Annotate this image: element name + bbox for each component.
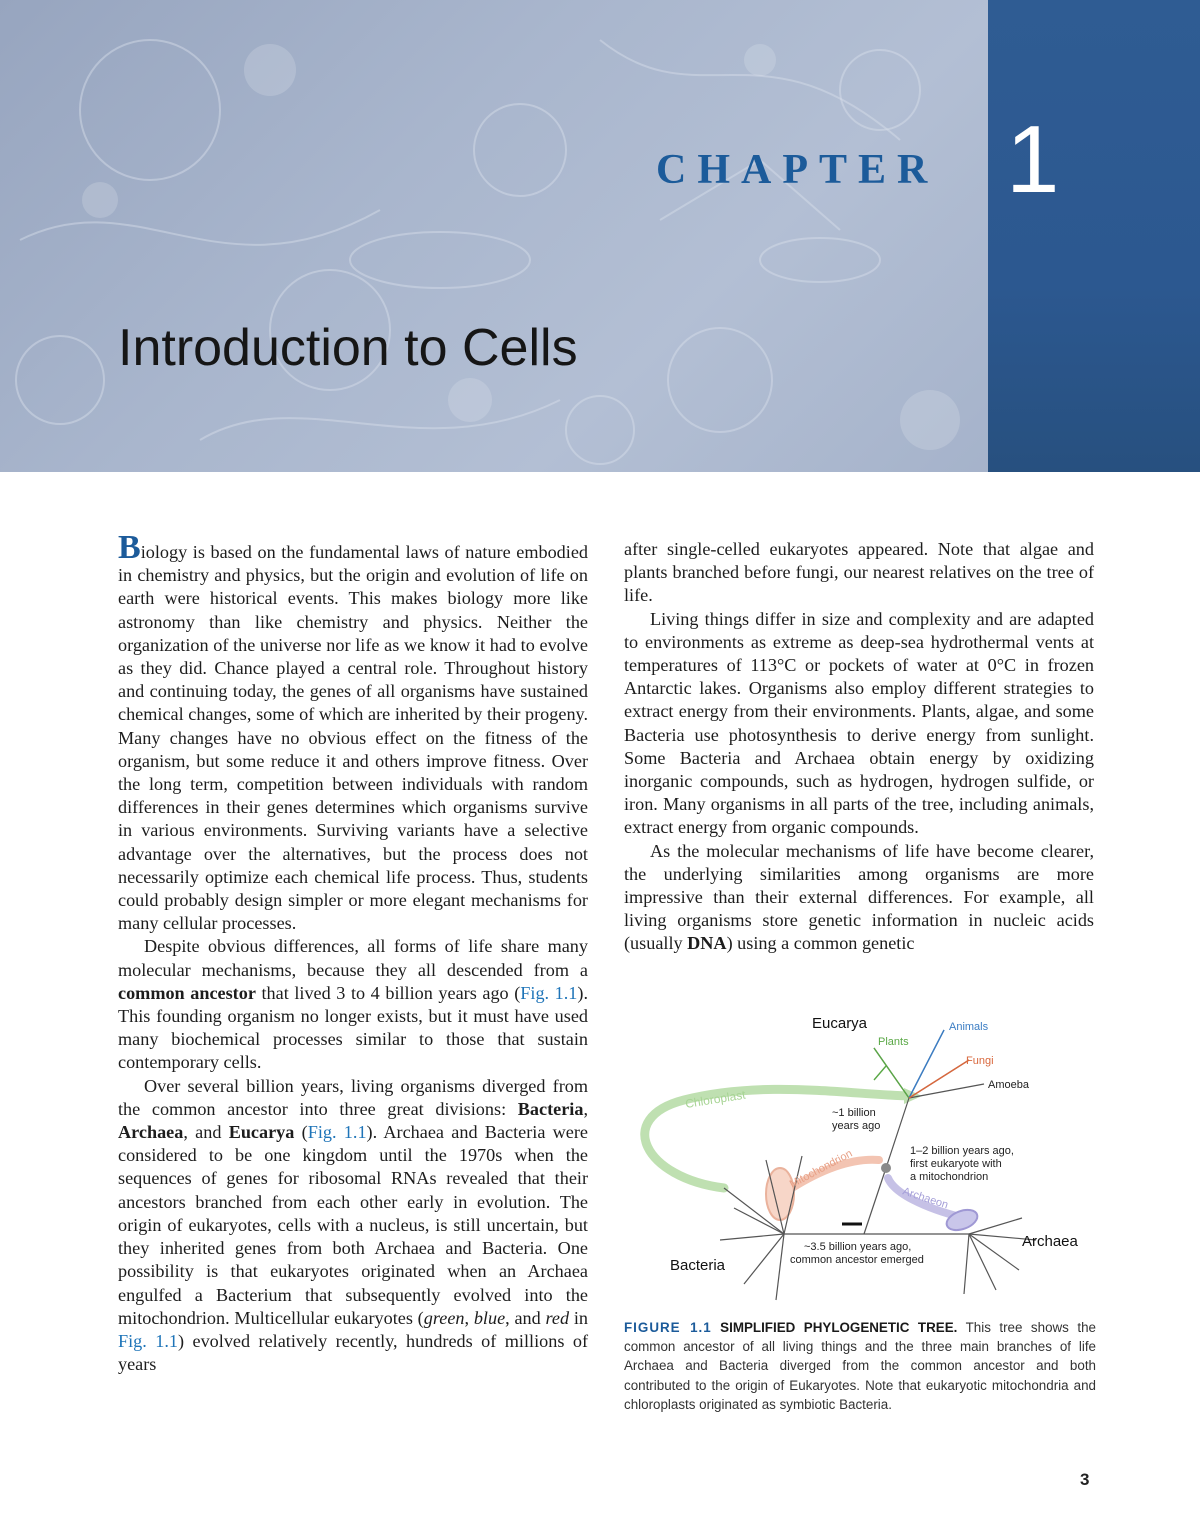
figure-caption-title: SIMPLIFIED PHYLOGENETIC TREE. xyxy=(720,1320,958,1335)
figure-caption-text: This tree shows the common ancestor of all living things and the three main branches of life Archaea and Bacteria diverged from the common ancestor and both contributed to the origin of Eukaryotes. Note that eukaryotic mitochondria and chloroplasts originated as symbiotic Bacteria. xyxy=(624,1320,1096,1412)
label-eucarya: Eucarya xyxy=(812,1015,868,1032)
animals-branch xyxy=(909,1030,944,1098)
label-animals: Animals xyxy=(949,1021,989,1033)
right-column xyxy=(624,538,1094,956)
label-first-eukaryote-line1: 1–2 billion years ago, xyxy=(910,1145,1014,1157)
chapter-number: 1 xyxy=(1006,106,1060,213)
chapter-title: Introduction to Cells xyxy=(118,319,578,377)
label-archaea: Archaea xyxy=(1022,1233,1078,1250)
label-one-billion-line1: ~1 billion xyxy=(832,1107,876,1119)
figure-reference-link[interactable]: Fig. 1.1 xyxy=(520,982,578,1003)
paragraph-similarities: As the molecular mechanisms of life have become clearer, the underlying similarities among organisms are more impressive than their external differences. For example, all living organisms store genetic information in nucleic acids (usually DNA) using a common genetic xyxy=(624,840,1094,954)
label-amoeba: Amoeba xyxy=(988,1079,1029,1091)
paragraph-three-divisions: Over several billion years, living organisms diverged from the common ancestor into three great divisions: Bacteria, Archaea, and Eucarya (Fig. 1.1). Archaea and Bacteria were considered to be one kingdom until the 1970s when the sequences of genes for ribosomal RNAs revealed that their ancestors branched from each other early in evolution. The origin of eukaryotes, cells with a nucleus, is still uncertain, but they inherited genes from both Archaea and Bacteria. One possibility is that eukaryotes originated when an Archaea engulfed a Bacterium that subsequently evolved into the mitochondrion. Multicellular eukaryotes (green, blue, and red in Fig. 1.1) evolved relatively recently, hundreds of millions of years xyxy=(118,1075,589,1375)
chapter-label: CHAPTER xyxy=(656,147,939,193)
label-fungi: Fungi xyxy=(966,1055,994,1067)
phylogenetic-tree-diagram xyxy=(624,1008,1094,1308)
label-mitochondrion: Mitochondrion xyxy=(787,1147,855,1191)
paragraph-common-ancestor: Despite obvious differences, all forms of life share many molecular mechanisms, because they all descended from a common ancestor that lived 3 to 4 billion years ago (Fig. 1.1). This founding organism no longer exists, but it must have used many biochemical processes similar to those that sustain contemporary cells. xyxy=(118,936,589,1073)
paragraph-diversity: Living things differ in size and complexity and are adapted to environments as extreme as deep-sea hydrothermal vents at temperatures of 113°C or pockets of water at 0°C in frozen Antarctic lakes. Organisms also employ different strategies to extract energy from their environments. Plants, algae, and some Bacteria use photosynthesis to derive energy from sunlight. Some Bacteria and Archaea obtain energy by oxidizing inorganic compounds, such as hydrogen, hydrogen sulfide, or iron. Many organisms in all parts of the tree, including animals, extract energy from organic compounds. xyxy=(624,608,1094,838)
label-one-billion-line2: years ago xyxy=(832,1120,881,1132)
label-chloroplast: Chloroplast xyxy=(684,1087,747,1111)
figure-reference-link[interactable]: Fig. 1.1 xyxy=(118,1330,178,1351)
page-number: 3 xyxy=(1080,1470,1090,1489)
paragraph-intro: Biology is based on the fundamental laws of nature embodied in chemistry and physics, but the origin and evolution of life on earth were historical events. This makes biology more like astronomy than like chemistry and physics. Neither the organization of the universe nor life as we know it had to evolve as they did. Chance played a central role. Throughout history and continuing today, the genes of all organisms have sustained chemical changes, some of which are inherited by their progeny. Many changes have no obvious effect on the fitness of the organism, but some reduce it and others improve fitness. Over the long term, competition between individuals with random differences in their genes determines which organisms survive in various environments. Surviving variants have a selective advantage over the alternatives, but the process does not necessarily optimize each chemical life process. Thus, students could probably design simpler or more elegant mechanisms for many cellular processes. xyxy=(118,529,588,934)
label-first-eukaryote-line2: first eukaryote with xyxy=(910,1158,1002,1170)
drop-cap: B xyxy=(118,529,141,566)
phylogenetic-tree-figure xyxy=(624,1008,1094,1308)
left-column xyxy=(118,529,589,1376)
figure-caption xyxy=(624,1318,1096,1414)
first-eukaryote-node xyxy=(881,1163,891,1173)
label-bacteria: Bacteria xyxy=(670,1257,726,1274)
chapter-side-band xyxy=(988,0,1200,472)
figure-reference-link[interactable]: Fig. 1.1 xyxy=(307,1122,367,1143)
label-first-eukaryote-line3: a mitochondrion xyxy=(910,1171,989,1183)
chapter-banner xyxy=(0,0,1200,472)
label-ancestor-line2: common ancestor emerged xyxy=(790,1254,924,1266)
figure-label: FIGURE 1.1 xyxy=(624,1320,712,1335)
paragraph-continued: after single-celled eukaryotes appeared. Note that algae and plants branched before fungi, our nearest relatives on the tree of life. xyxy=(624,539,1094,606)
label-plants: Plants xyxy=(878,1036,909,1048)
label-ancestor-line1: ~3.5 billion years ago, xyxy=(804,1241,912,1253)
label-archaeon: Archaeon xyxy=(901,1185,950,1212)
